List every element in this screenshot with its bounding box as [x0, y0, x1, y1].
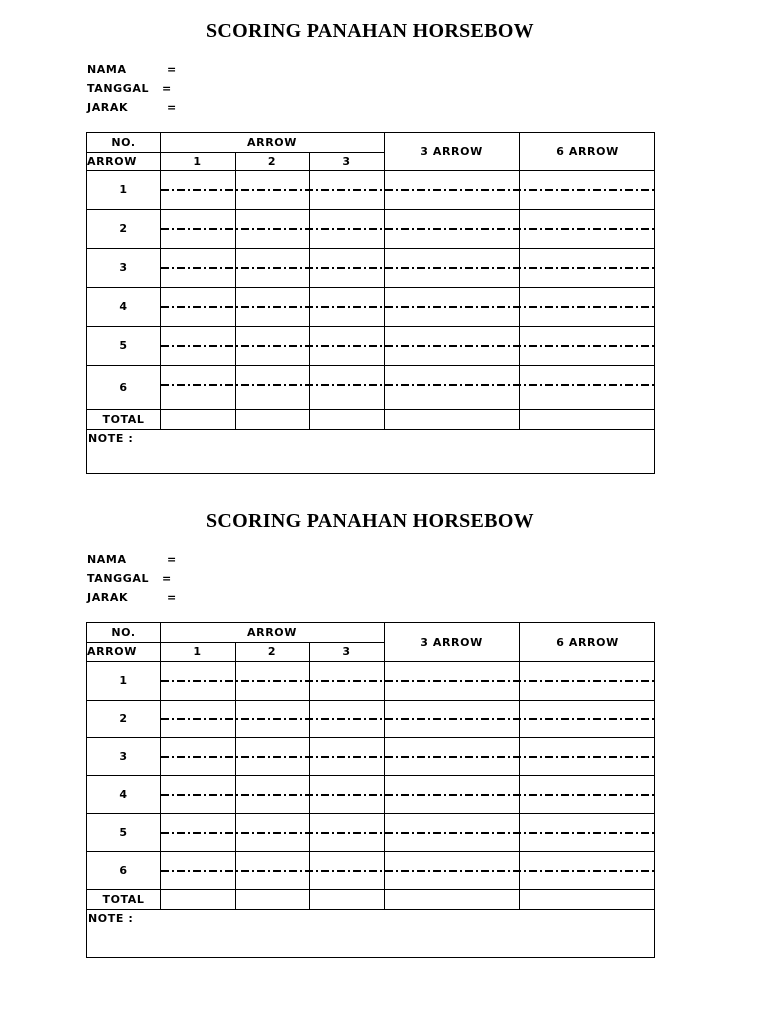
score-table: [86, 622, 655, 958]
field-jarak: [87, 588, 177, 607]
sheet-title: SCORING PANAHAN HORSEBOW: [206, 20, 534, 42]
arrow-col-2: 2: [267, 154, 277, 168]
row-number: 6: [119, 863, 128, 877]
sheet-title: SCORING PANAHAN HORSEBOW: [206, 510, 534, 532]
arrow-col-2: 2: [267, 645, 277, 658]
header-arrow-row: ARROW: [87, 154, 137, 168]
field-jarak: [87, 98, 177, 117]
sheet-fields: [87, 550, 177, 607]
field-tanggal: [87, 569, 172, 588]
row-number: 3: [119, 749, 128, 763]
header-3-arrow: 3 ARROW: [420, 145, 483, 158]
sheet-fields: [87, 60, 177, 117]
total-label: TOTAL: [102, 892, 145, 906]
row-number: 1: [119, 674, 128, 687]
row-number: 5: [119, 825, 128, 839]
row-number: 2: [119, 222, 128, 235]
field-label: TANGGAL: [87, 572, 150, 585]
note-label: NOTE :: [88, 431, 134, 445]
field-label: TANGGAL: [87, 82, 150, 95]
arrow-col-3: 3: [342, 154, 351, 168]
row-number: 5: [119, 339, 128, 352]
field-label: JARAK: [87, 591, 129, 604]
field-label: NAMA: [87, 553, 127, 566]
header-6-arrow: 6 ARROW: [556, 145, 619, 158]
header-no: NO.: [111, 136, 136, 149]
note-label: NOTE :: [88, 911, 134, 925]
arrow-col-1: 1: [193, 645, 202, 658]
header-6-arrow: 6 ARROW: [556, 635, 619, 649]
row-number: 3: [119, 261, 128, 274]
row-number: 1: [119, 183, 128, 196]
field-label: NAMA: [87, 63, 127, 76]
header-no: NO.: [111, 626, 136, 639]
field-tanggal: [87, 79, 172, 98]
field-equals: =: [167, 101, 177, 114]
arrow-col-3: 3: [342, 645, 351, 658]
header-arrow-group: ARROW: [247, 626, 297, 639]
row-number: 4: [119, 300, 128, 313]
field-equals: =: [162, 572, 172, 585]
total-label: TOTAL: [102, 412, 145, 426]
score-table: [86, 132, 655, 474]
header-arrow-group: ARROW: [247, 136, 297, 149]
arrow-col-1: 1: [193, 154, 202, 168]
field-equals: =: [167, 63, 177, 76]
header-arrow-row: ARROW: [87, 645, 137, 658]
field-equals: =: [162, 82, 172, 95]
field-nama: [87, 550, 177, 569]
header-3-arrow: 3 ARROW: [420, 635, 483, 649]
field-label: JARAK: [87, 101, 129, 114]
row-number: 2: [119, 712, 128, 725]
field-equals: =: [167, 591, 177, 604]
field-equals: =: [167, 553, 177, 566]
field-nama: [87, 60, 177, 79]
row-number: 6: [119, 380, 128, 394]
row-number: 4: [119, 787, 128, 801]
